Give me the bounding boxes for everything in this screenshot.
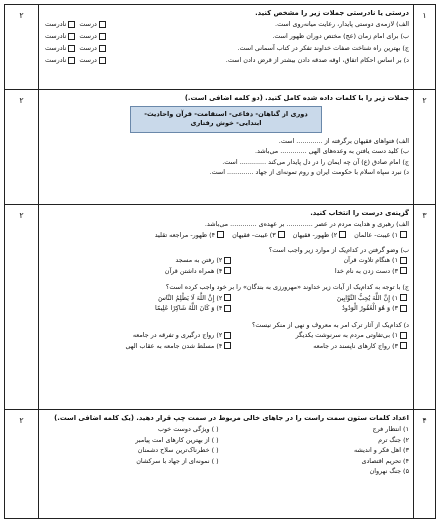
word-bank: دوری از گناهان- دفاعی- استقامت- قرآن واحادیث- ابتدایی- خوش رفتاری [130, 106, 322, 132]
tf-options: درست نادرست [45, 32, 108, 41]
mc-stem: د) کدام‌یک از آثار ترک امر به معروف و نهی از منکر نیست؟ [252, 320, 409, 329]
question-number: ۲ [413, 90, 435, 204]
true-checkbox[interactable] [99, 45, 106, 52]
question-score: ۲ [5, 5, 39, 89]
fill-blank-item: الف) فتواهای فقیهان برگرفته از ............. است. [278, 136, 409, 145]
question-3 [5, 205, 435, 410]
question-4 [5, 410, 435, 518]
mc-option[interactable]: ۴) ظهور- مراجعه تقلید [155, 231, 226, 240]
matching-blank[interactable]: ( ) ویژگی دوست خوب [157, 425, 219, 434]
mc-stem: ب) وضو گرفتن در کدام‌یک از موارد زیر واجب است؟ [268, 245, 409, 254]
tf-item: ج) بهترین راه شناخت صفات خداوند تفکر در کتاب آسمانی است. درست نادرست [45, 44, 409, 53]
mc-options [43, 331, 409, 342]
question-title: اعداد کلمات ستون سمت راست را در جاهای خالی مربوط در سمت چپ قرار دهید. (یک کلمه اضافی است.) [54, 414, 409, 422]
mc-option[interactable]: ۲) رفتن به مسجد [58, 256, 234, 265]
fill-blank-item: ب) کلید دست یافتن به وعده‌های الهی ............. می‌باشد. [255, 147, 409, 156]
mc-stem: ج) با توجه به کدام‌یک از آیات زیر خداوند «مهرورزی به بندگان» را بر خود واجب کرده است؟ [165, 283, 409, 292]
tf-options: درست نادرست [45, 20, 108, 29]
matching-right-column [226, 425, 409, 478]
question-1 [5, 5, 435, 90]
matching-blank[interactable]: ( ) نمونه‌ای از جهاد با سرکشان [136, 456, 219, 465]
question-title: درستی یا نادرستی جملات زیر را مشخص کنید. [255, 9, 409, 17]
fill-blank-item: د) نبرد سپاه اسلام با حکومت ایران و روم تمونه‌ای از جهاد ............. است. [209, 168, 409, 177]
fill-blank-item: ج) امام صادق (ع) آن چه ایمان را در دل پایدار می‌کند ............. است. [222, 157, 409, 166]
question-number: ۴ [413, 410, 435, 518]
question-score: ۲ [5, 410, 39, 518]
mc-options [43, 267, 409, 278]
false-checkbox[interactable] [68, 21, 75, 28]
tf-options: درست نادرست [45, 44, 108, 53]
mc-options [43, 231, 409, 240]
matching-blank[interactable]: ( ) خطرناک‌ترین سلاح دشمنان [137, 446, 219, 455]
mc-option[interactable]: ۳) وَ هُوَ الْغَفُورُ الْوَدُودُ [233, 304, 409, 313]
true-checkbox[interactable] [99, 33, 106, 40]
tf-item: ب) برای امام زمان (عج) مختص دوران ظهور است. درست نادرست [45, 32, 409, 41]
false-checkbox[interactable] [68, 33, 75, 40]
false-checkbox[interactable] [68, 45, 75, 52]
mc-option[interactable]: ۲) إِنَّ اللَّهَ لَا يَظْلِمُ النَّاسَ [58, 294, 234, 303]
mc-option[interactable]: ۱) إِنَّ اللَّهَ يُحِبُّ التَّوَّابِينَ [233, 294, 409, 303]
mc-option[interactable]: ۴) وَ كَانَ اللَّهُ شَاكِرًا عَلِيمًا [58, 304, 234, 313]
mc-options [43, 256, 409, 267]
matching-blank[interactable]: ( ) از بهترین کارهای امت پیامبر [135, 435, 219, 444]
mc-option[interactable]: ۴) همراه داشتن قرآن [58, 267, 234, 276]
question-number: ۳ [413, 205, 435, 409]
question-score: ۲ [5, 205, 39, 409]
true-checkbox[interactable] [99, 21, 106, 28]
exam-sheet [4, 4, 436, 519]
matching-term: ۱) انتظار فرج [372, 425, 409, 434]
false-checkbox[interactable] [68, 57, 75, 64]
question-title: جملات زیر را با کلمات داده شده کامل کنید. (دو کلمه اضافی است.) [184, 94, 409, 102]
mc-options [43, 294, 409, 305]
matching-columns [43, 425, 409, 478]
mc-option[interactable]: ۳) دست زدن به نام خدا [233, 267, 409, 276]
mc-option[interactable]: ۲) ظهور- فقیهان [293, 231, 349, 240]
mc-options [43, 304, 409, 315]
true-checkbox[interactable] [99, 57, 106, 64]
question-2 [5, 90, 435, 205]
mc-option[interactable]: ۳) غیبت- فقیهان [232, 231, 287, 240]
matching-term: ۴) تحریم اقتصادی [361, 456, 409, 465]
matching-term: ۲) جنگ ترم [378, 435, 409, 444]
tf-options: درست نادرست [45, 56, 108, 65]
question-score: ۲ [5, 90, 39, 204]
matching-term: ۵) جنگ نهروان [369, 467, 409, 476]
question-title: گزینه‌ی درست را انتخاب کنید. [310, 209, 409, 217]
mc-option[interactable]: ۱) غیبت- عالمان [354, 231, 409, 240]
matching-left-column [43, 425, 219, 478]
mc-option[interactable]: ۱) هنگام تلاوت قرآن [233, 256, 409, 265]
mc-option[interactable]: ۳) رواج کارهای ناپسند در جامعه [233, 342, 409, 351]
mc-stem: الف) رهبری و هدایت مردم در عصر ............. بر عهده‌ی ............. می‌باشد. [204, 220, 409, 229]
tf-item: الف) لازمه‌ی دوستی پایدار، رعایت میانه‌روی است. درست نادرست [45, 20, 409, 29]
question-number: ۱ [413, 5, 435, 89]
mc-option[interactable]: ۴) مسلط شدن جامعه به عقاب الهی [58, 342, 234, 351]
mc-option[interactable]: ۲) رواج درگیری و تفرقه در جامعه [58, 331, 234, 340]
mc-options [43, 342, 409, 353]
mc-option[interactable]: ۱) بی‌تفاوتی مردم به سرنوشت یکدیگر [233, 331, 409, 340]
matching-term: ۳) اهل فکر و اندیشه [353, 446, 409, 455]
tf-item: د) بر اساس احکام اتفاق، اوقه صدقه دادن بیشتر از قرض دادن است. درست نادرست [45, 56, 409, 65]
